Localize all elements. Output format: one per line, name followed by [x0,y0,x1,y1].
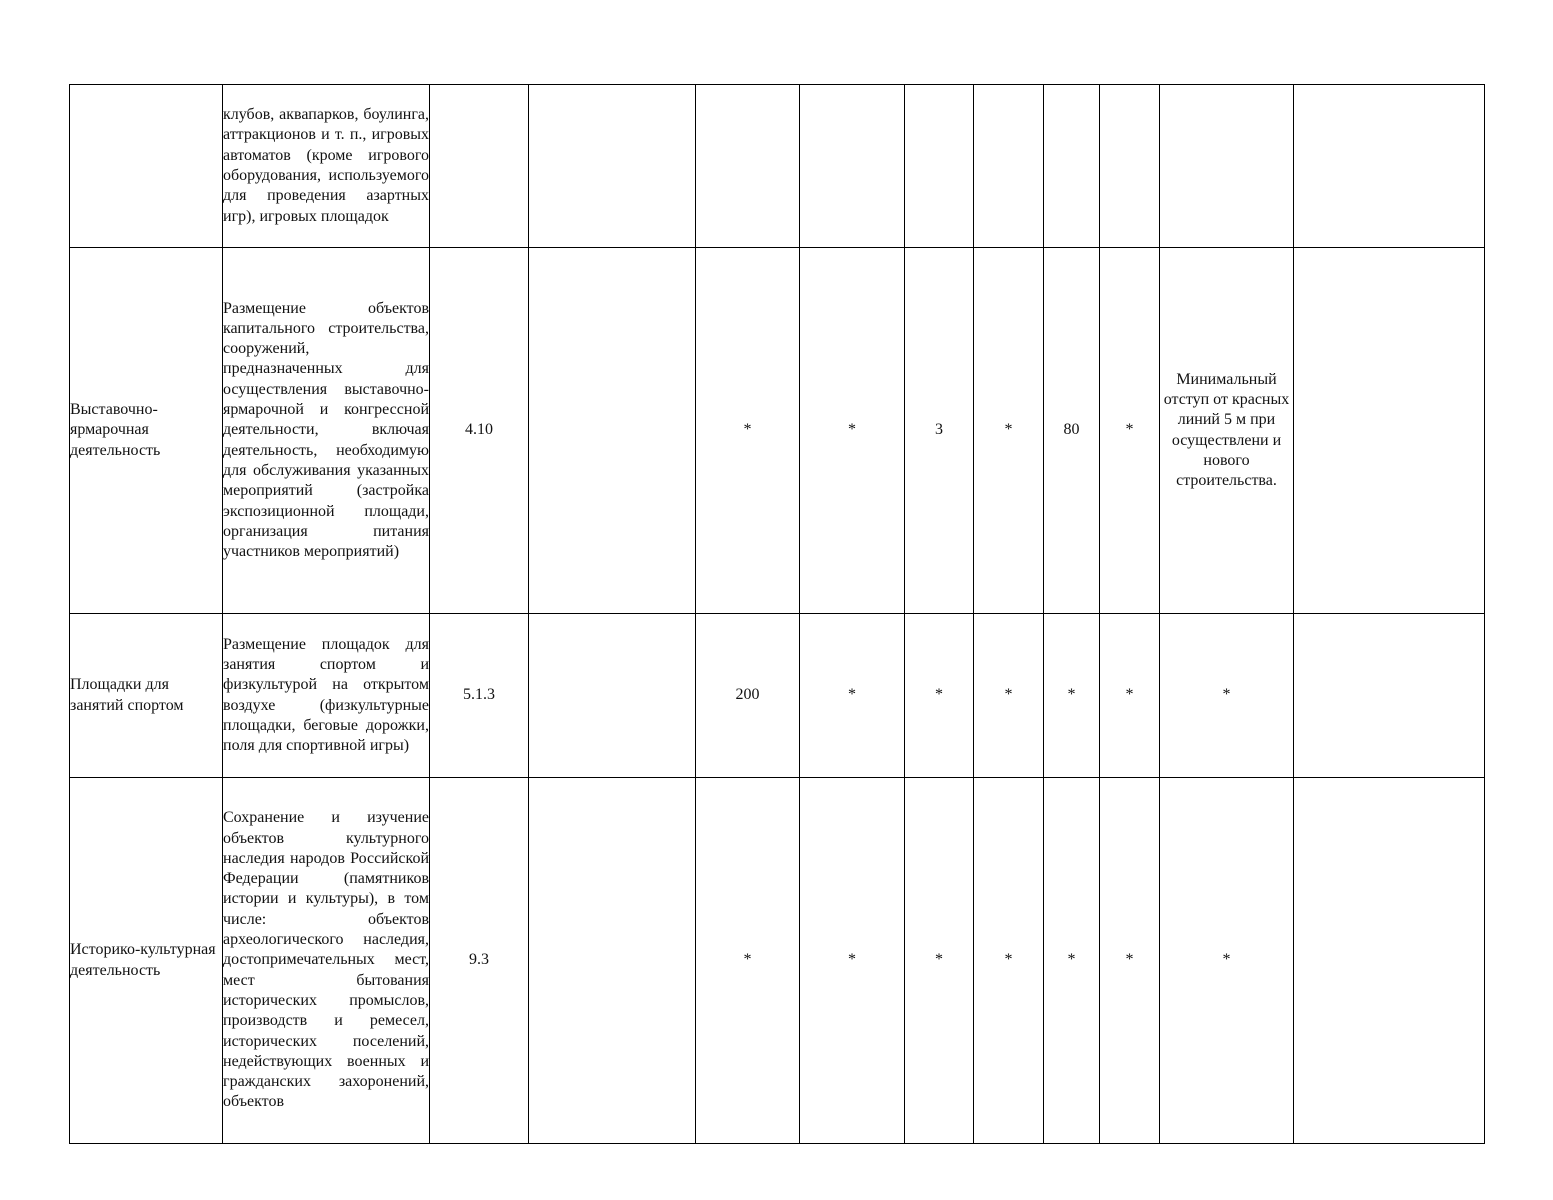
cell-col10: * [1100,614,1160,778]
cell-col12 [1294,85,1485,248]
cell-col9 [1044,85,1100,248]
cell-col7: * [905,778,974,1144]
cell-col8 [974,85,1044,248]
use-type-description: Сохранение и изучение объектов культурного наследия народов Российской Федерации (памятников истории и культуры), в том числе: объектов археологического наследия, достопримечательных мест, мест бытования исторических промыслов, производств и ремесел, исторических поселений, недействующих военных и гражданских захоронений, объектов [223,778,430,1144]
use-type-name: Выставочно-ярмарочная деятельность [70,248,223,614]
use-type-code: 5.1.3 [430,614,529,778]
cell-col12 [1294,248,1485,614]
cell-col8: * [974,614,1044,778]
cell-col7: 3 [905,248,974,614]
cell-col9: * [1044,778,1100,1144]
cell-col12 [1294,614,1485,778]
cell-col4 [529,778,696,1144]
use-type-code: 9.3 [430,778,529,1144]
table-row [70,248,1485,614]
cell-col10: * [1100,248,1160,614]
use-type-name [70,85,223,248]
cell-col5: * [696,778,800,1144]
cell-col4 [529,614,696,778]
cell-col12 [1294,778,1485,1144]
cell-col7 [905,85,974,248]
cell-col10 [1100,85,1160,248]
use-type-description: Размещение объектов капитального строительства, сооружений, предназначенных для осуществления выставочно-ярмарочной и конгрессной деятельности, включая деятельность, необходимую для обслуживания указанных мероприятий (застройка экспозиционной площади, организация питания участников мероприятий) [223,248,430,614]
use-type-name: Площадки для занятий спортом [70,614,223,778]
cell-col10: * [1100,778,1160,1144]
cell-col4 [529,85,696,248]
cell-col4 [529,248,696,614]
cell-col6: * [800,248,905,614]
table-row [70,778,1485,1144]
restrictions-note: * [1160,614,1294,778]
cell-col8: * [974,248,1044,614]
cell-col9: * [1044,614,1100,778]
restrictions-note: * [1160,778,1294,1144]
cell-col9: 80 [1044,248,1100,614]
table-row [70,85,1485,248]
cell-col8: * [974,778,1044,1144]
use-type-description: клубов, аквапарков, боулинга, аттракционов и т. п., игровых автоматов (кроме игрового оборудования, используемого для проведения азартных игр), игровых площадок [223,85,430,248]
cell-col7: * [905,614,974,778]
cell-col5: * [696,248,800,614]
cell-col6: * [800,778,905,1144]
use-type-name: Историко-культурная деятельность [70,778,223,1144]
restrictions-note [1160,85,1294,248]
use-type-code: 4.10 [430,248,529,614]
cell-col6 [800,85,905,248]
cell-col5 [696,85,800,248]
table-row [70,614,1485,778]
use-type-code [430,85,529,248]
cell-col6: * [800,614,905,778]
cell-col5: 200 [696,614,800,778]
restrictions-note: Минимальный отступ от красных линий 5 м при осуществлени и нового строительства. [1160,248,1294,614]
use-type-description: Размещение площадок для занятия спортом и физкультурой на открытом воздухе (физкультурные площадки, беговые дорожки, поля для спортивной игры) [223,614,430,778]
land-use-regulations-table [69,84,1485,1144]
